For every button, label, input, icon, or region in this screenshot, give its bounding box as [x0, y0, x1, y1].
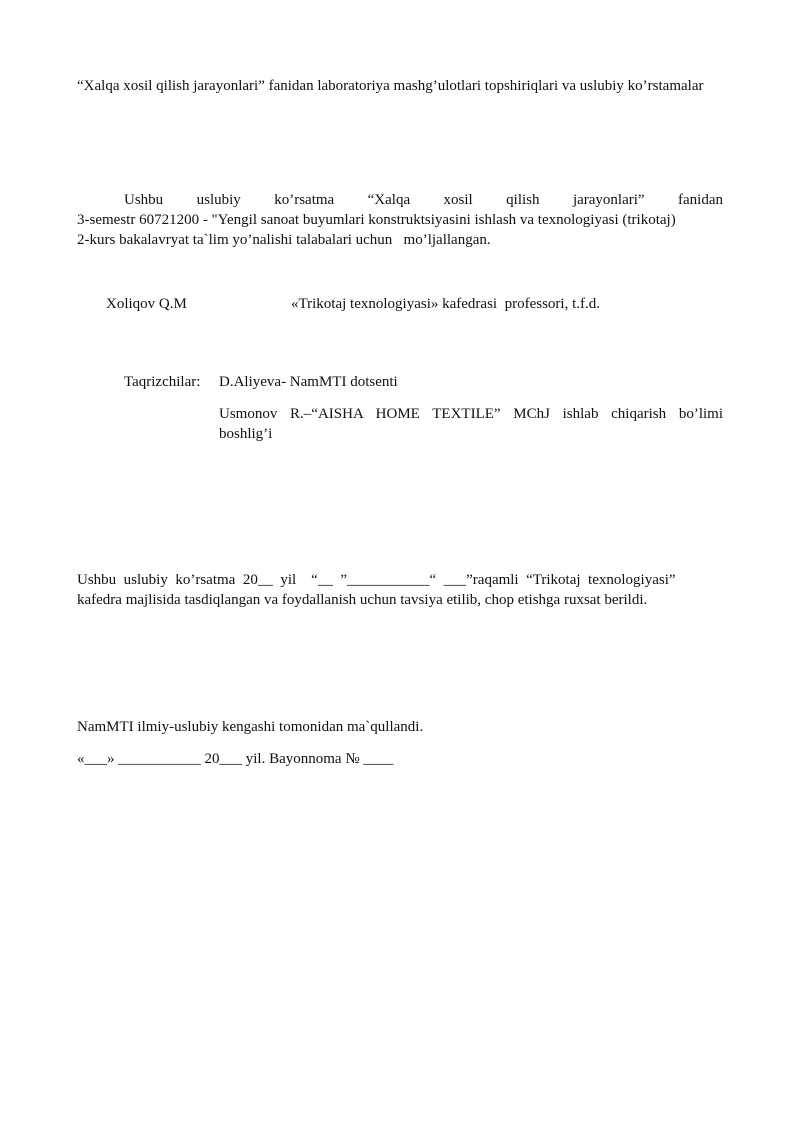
author-position: «Trikotaj texnologiyasi» kafedrasi professori, t.f.d.: [291, 296, 600, 312]
intro-line-1: Ushbu uslubiy ko’rsatma “Xalqa xosil qilish jarayonlari” fanidan: [124, 192, 723, 208]
author-name: Xoliqov Q.M: [106, 296, 187, 312]
approval-line-1: Ushbu uslubiy ko’rsatma 20__ yil “__ ”___________“ ___”raqamli “Trikotaj texnologiyasi”: [77, 572, 676, 588]
reviewer-2-line-2: boshlig’i: [219, 426, 273, 442]
intro-line-3: 2-kurs bakalavryat ta`lim yo’nalishi talabalari uchun mo’ljallangan.: [77, 232, 491, 248]
reviewer-2-line-1: Usmonov R.–“AISHA HOME TEXTILE” MChJ ishlab chiqarish bo’limi: [219, 406, 723, 422]
document-title: “Xalqa xosil qilish jarayonlari” fanidan laboratoriya mashg’ulotlari topshiriqlari va uslubiy ko’rstamalar: [77, 78, 704, 94]
reviewers-label: Taqrizchilar:: [124, 374, 201, 390]
council-approval: NamMTI ilmiy-uslubiy kengashi tomonidan ma`qullandi.: [77, 719, 424, 735]
intro-line-2: 3-semestr 60721200 - "Yengil sanoat buyumlari konstruktsiyasini ishlash va texnologiyasi (trikotaj): [77, 212, 676, 228]
reviewer-1: D.Aliyeva- NamMTI dotsenti: [219, 374, 398, 390]
approval-line-2: kafedra majlisida tasdiqlangan va foydallanish uchun tavsiya etilib, chop etishga ruxsat berildi.: [77, 592, 648, 608]
protocol-line: «___» ___________ 20___ yil. Bayonnoma № ____: [77, 751, 394, 767]
